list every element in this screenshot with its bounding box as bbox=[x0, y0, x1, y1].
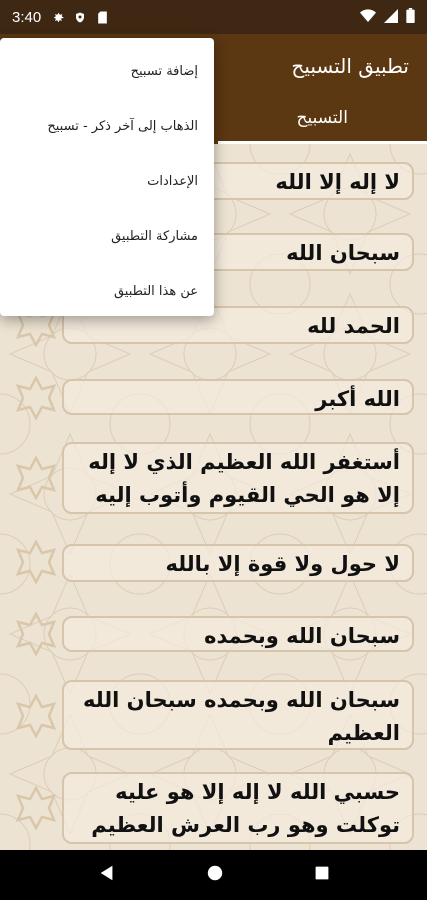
menu-settings[interactable]: الإعدادات bbox=[147, 174, 198, 189]
star-icon[interactable] bbox=[14, 694, 58, 738]
recents-icon[interactable] bbox=[314, 865, 330, 885]
nav-bar bbox=[0, 850, 427, 900]
status-bar bbox=[0, 0, 427, 34]
back-icon[interactable] bbox=[98, 864, 116, 886]
tab-tasbih[interactable]: التسبيح bbox=[218, 92, 427, 144]
menu-about[interactable]: عن هذا التطبيق bbox=[113, 284, 198, 299]
star-icon[interactable] bbox=[14, 540, 58, 584]
status-right-icons bbox=[360, 8, 415, 27]
star-icon[interactable] bbox=[14, 612, 58, 656]
tasbih-text[interactable]: سبحان الله وبحمده bbox=[62, 616, 414, 652]
wifi-icon bbox=[360, 8, 376, 27]
menu-share-app[interactable]: مشاركة التطبيق bbox=[111, 229, 198, 244]
tasbih-text[interactable]: سبحان الله bbox=[62, 233, 414, 271]
star-icon[interactable] bbox=[14, 456, 58, 500]
status-time: 3:40 bbox=[12, 8, 42, 26]
tasbih-text[interactable]: سبحان الله وبحمده سبحان الله العظيم bbox=[62, 680, 414, 750]
overflow-menu bbox=[0, 38, 214, 316]
battery-icon bbox=[406, 8, 415, 27]
home-icon[interactable] bbox=[206, 864, 224, 886]
star-icon[interactable] bbox=[14, 376, 58, 420]
tasbih-text[interactable]: لا حول ولا قوة إلا بالله bbox=[62, 544, 414, 582]
gear-icon bbox=[51, 10, 65, 24]
tasbih-text[interactable]: الحمد لله bbox=[62, 306, 414, 344]
tasbih-text[interactable]: أستغفر الله العظيم الذي لا إله إلا هو الحي القيوم وأتوب إليه bbox=[62, 442, 414, 514]
menu-go-to-last[interactable]: الذهاب إلى آخر ذكر - تسبيح bbox=[47, 119, 198, 134]
menu-add-tasbih[interactable]: إضافة تسبيح bbox=[130, 64, 198, 79]
sd-card-icon bbox=[95, 10, 109, 24]
tasbih-text[interactable]: لا إله إلا الله bbox=[62, 162, 414, 200]
signal-icon bbox=[384, 8, 398, 27]
shield-icon bbox=[73, 10, 87, 24]
tasbih-text[interactable]: الله أكبر bbox=[62, 379, 414, 415]
app-title: تطبيق التسبيح bbox=[291, 54, 409, 78]
star-icon[interactable] bbox=[14, 786, 58, 830]
tasbih-text[interactable]: حسبي الله لا إله إلا هو عليه توكلت وهو رب العرش العظيم bbox=[62, 772, 414, 844]
